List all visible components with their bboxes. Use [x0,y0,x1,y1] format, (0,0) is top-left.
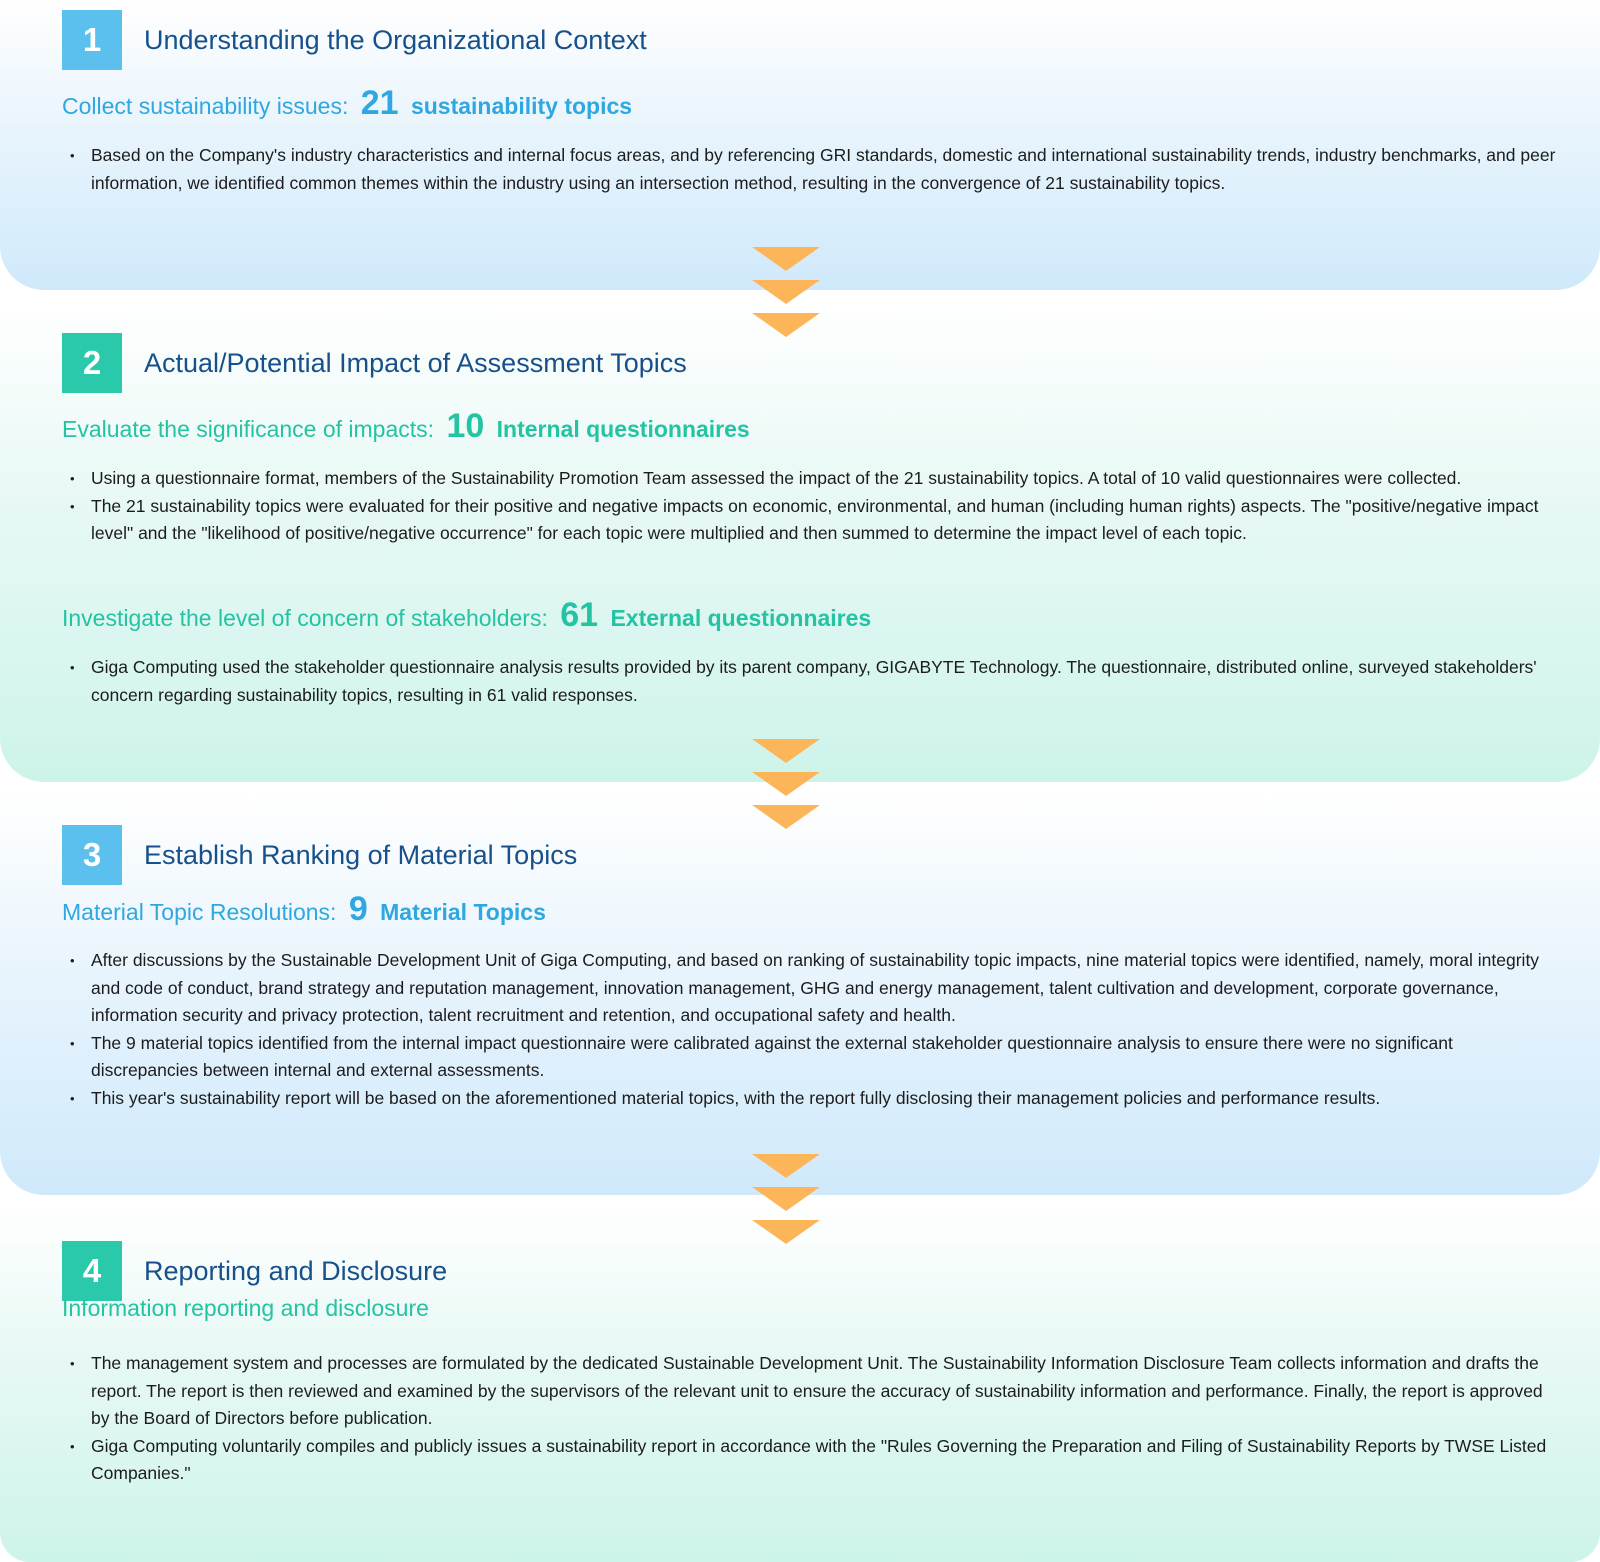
step-4-subheading [62,1295,429,1322]
subheading-count-label: External questionnaires [610,605,872,631]
list-item: • Giga Computing used the stakeholder questionnaire analysis results provided by its parent company, GIGABYTE Technology. The questionnaire, distributed online, surveyed stakeholders' concern regarding sustainability topics, resulting in 61 valid responses. [70,654,1560,709]
step-2-stakeholder-bullet-list [70,654,1560,709]
step-4-title: Reporting and Disclosure [144,1255,448,1286]
subheading-count: 9 [348,890,368,928]
step-1-title: Understanding the Organizational Context [144,24,647,55]
step-4-number-badge: 4 [62,1241,122,1301]
list-item: • The 9 material topics identified from the internal impact questionnaire were calibrated against the external stakeholder questionnaire analysis to ensure there were no significant discrepancies between internal and external assessments. [70,1030,1560,1085]
subheading-count: 10 [446,407,485,445]
chevron-down-triple-icon [752,739,820,838]
list-item: • The management system and processes are formulated by the dedicated Sustainable Development Unit. The Sustainability Information Disclosure Team collects information and drafts the report. The report is then reviewed and examined by the supervisors of the relevant unit to ensure the accuracy of sustainability information and performance. Finally, the report is approved by the Board of Directors before publication. [70,1350,1560,1433]
chevron-down-triple-icon [752,1154,820,1253]
chevron-down-icon [752,772,820,796]
list-item: • This year's sustainability report will be based on the aforementioned material topics, with the report fully disclosing their management policies and performance results. [70,1085,1560,1113]
chevron-down-icon [752,1187,820,1211]
list-item: • Based on the Company's industry characteristics and internal focus areas, and by referencing GRI standards, domestic and international sustainability trends, industry benchmarks, and peer information, we identified common themes within the industry using an intersection method, resulting in the convergence of 21 sustainability topics. [70,142,1560,197]
step-3-number-badge: 3 [62,825,122,885]
step-1-subheading [62,84,632,123]
chevron-down-icon [752,313,820,337]
subheading-count-label: sustainability topics [410,93,633,119]
subheading-lead: Collect sustainability issues: [62,93,349,119]
step-2-impact-bullet-list [70,465,1560,548]
subheading-count-label: Internal questionnaires [496,416,750,442]
subheading-lead: Investigate the level of concern of stakeholders: [62,605,548,631]
chevron-down-icon [752,247,820,271]
subheading-lead: Information reporting and disclosure [62,1295,429,1321]
step-1-header [62,10,647,70]
subheading-lead: Evaluate the significance of impacts: [62,416,435,442]
chevron-down-icon [752,280,820,304]
chevron-down-icon [752,1154,820,1178]
subheading-lead: Material Topic Resolutions: [62,899,337,925]
step-2-number-badge: 2 [62,333,122,393]
step-1-number-badge: 1 [62,10,122,70]
step-4-panel [0,1205,1600,1562]
step-3-panel [0,792,1600,1195]
step-3-bullet-list [70,947,1560,1112]
list-item: • The 21 sustainability topics were evaluated for their positive and negative impacts on economic, environmental, and human (including human rights) aspects. The "positive/negative impact level" and the "likelihood of positive/negative occurrence" for each topic were multiplied and then summed to determine the impact level of each topic. [70,493,1560,548]
step-2-title: Actual/Potential Impact of Assessment Topics [144,347,687,378]
step-1-bullet-list [70,142,1560,197]
chevron-down-icon [752,1220,820,1244]
step-4-header [62,1241,447,1301]
step-2-header [62,333,687,393]
list-item: • Giga Computing voluntarily compiles and publicly issues a sustainability report in accordance with the "Rules Governing the Preparation and Filing of Sustainability Reports by TWSE Listed Companies." [70,1433,1560,1488]
step-2-panel [0,300,1600,782]
subheading-count-label: Material Topics [380,899,546,925]
subheading-count: 61 [560,596,599,634]
step-2-subheading-stakeholders [62,596,871,635]
step-3-subheading [62,890,546,929]
chevron-down-icon [752,805,820,829]
list-item: • After discussions by the Sustainable Development Unit of Giga Computing, and based on ranking of sustainability topic impacts, nine material topics were identified, namely, moral integrity and code of conduct, brand strategy and reputation management, innovation management, GHG and energy management, talent cultivation and development, corporate governance, information security and privacy protection, talent recruitment and retention, and occupational safety and health. [70,947,1560,1030]
step-3-title: Establish Ranking of Material Topics [144,839,578,870]
step-3-header [62,825,577,885]
list-item: • Using a questionnaire format, members of the Sustainability Promotion Team assessed the impact of the 21 sustainability topics. A total of 10 valid questionnaires were collected. [70,465,1560,493]
step-4-bullet-list [70,1350,1560,1488]
subheading-count: 21 [360,84,399,122]
chevron-down-icon [752,739,820,763]
step-2-subheading-impacts [62,407,750,446]
chevron-down-triple-icon [752,247,820,346]
